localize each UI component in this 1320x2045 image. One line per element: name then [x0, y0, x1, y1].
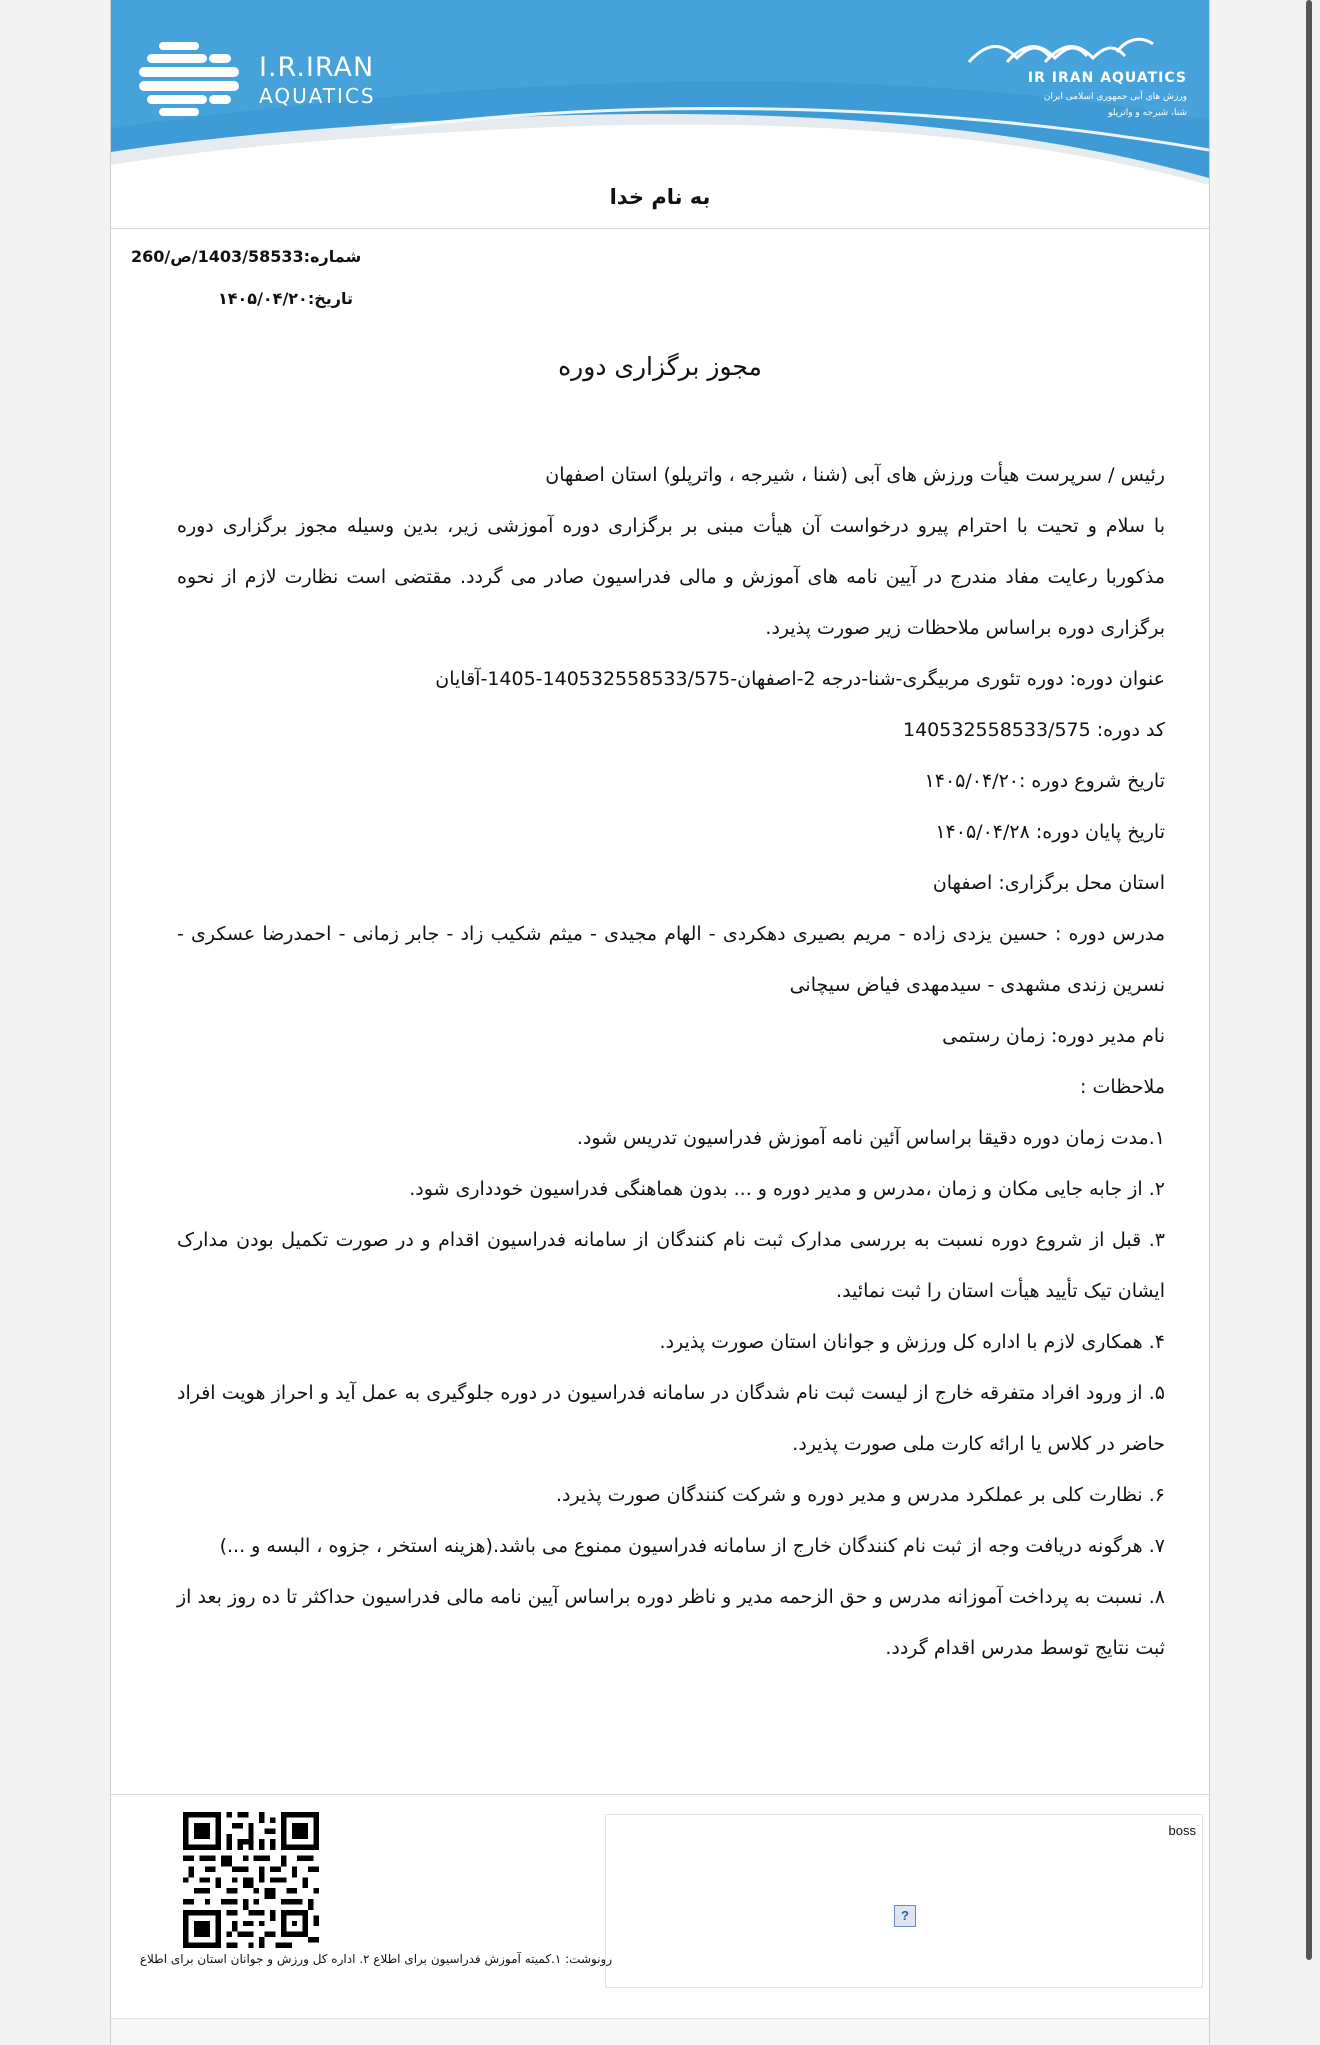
bismillah-heading: به نام خدا — [609, 185, 711, 209]
broken-image-icon: ? — [894, 1905, 916, 1927]
page-bottom-edge — [111, 2018, 1209, 2045]
course-title: عنوان دوره: دوره تئوری مربیگری-شنا-درجه 2-اصفهان-140532558533/575-1405-آقایان — [435, 668, 1165, 690]
waves-logo-icon — [967, 32, 1157, 72]
federation-logo — [947, 28, 1187, 138]
federation-name-fa: ورزش های آبی جمهوری اسلامی ایران — [1043, 92, 1187, 102]
note-item: ۵. از ورود افراد متفرقه خارج از لیست ثبت نام شدگان در سامانه فدراسیون در دوره جلوگیری به عمل آید و احراز هویت افراد حاضر در کلاس یا ارائه کارت ملی صورت پذیرد. — [177, 1382, 1165, 1455]
note-item: ۷. هرگونه دریافت وجه از ثبت نام کنندگان خارج از سامانه فدراسیون ممنوع می باشد.(هزینه استخر ، جزوه ، البسه و ...) — [219, 1535, 1165, 1557]
course-instructors: مدرس دوره : حسین یزدی زاده - مریم بصیری دهکردی - الهام مجیدی - میثم شکیب زاد - جابر زمانی - احمدرضا عسکری - نسرین زندی مشهدی - سیدمهدی فیاض سیچانی — [177, 923, 1165, 996]
course-start-date: تاریخ شروع دوره :۱۴۰۵/۰۴/۲۰ — [924, 770, 1165, 792]
federation-subtitle-fa: شنا، شیرجه و واترپلو — [1108, 108, 1187, 118]
header-divider — [111, 228, 1209, 229]
swim-lanes-logo-icon — [139, 40, 249, 120]
intro-paragraph: با سلام و تحیت با احترام پیرو درخواست آن هیأت مبنی بر برگزاری دوره آموزشی زیر، بدین وسیله مجوز برگزاری دوره مذکوربا رعایت مفاد مندرج در آیین نامه های آموزش و مالی فدراسیون صادر می گردد. مقتضی است نظارت لازم از نحوه برگزاری دوره براساس ملاحظات زیر صورت پذیرد. — [177, 515, 1165, 639]
note-item: ۳. قبل از شروع دوره نسبت به بررسی مدارک ثبت نام کنندگان از سامانه فدراسیون اقدام و در صورت تکمیل بودن مدارک ایشان تیک تأیید هیأت استان را ثبت نمائید. — [177, 1229, 1165, 1302]
recipient-line: رئیس / سرپرست هیأت ورزش های آبی (شنا ، شیرجه ، واترپلو) استان اصفهان — [545, 464, 1165, 486]
course-manager: نام مدیر دوره: زمان رستمی — [942, 1025, 1165, 1047]
note-item: ۱.مدت زمان دوره دقیقا براساس آئین نامه آموزش فدراسیون تدریس شود. — [576, 1127, 1165, 1149]
letter-page — [110, 0, 1210, 2044]
header-banner — [111, 0, 1209, 185]
iriran-aquatics-logo — [139, 40, 376, 120]
vertical-scrollbar[interactable] — [1306, 0, 1312, 1960]
document-title: مجوز برگزاری دوره — [558, 352, 762, 381]
course-code: کد دوره: 140532558533/575 — [903, 719, 1165, 741]
notes-label: ملاحظات : — [1080, 1076, 1165, 1098]
letter-body — [177, 450, 1165, 1674]
federation-name-en: IR IRAN AQUATICS — [1027, 70, 1187, 86]
logo-text-line2: AQUATICS — [259, 84, 376, 108]
logo-text-line1: I.R.IRAN — [259, 52, 375, 83]
footer-divider — [111, 1794, 1209, 1795]
note-item: ۶. نظارت کلی بر عملکرد مدرس و مدیر دوره و شرکت کنندگان صورت پذیرد. — [556, 1484, 1165, 1506]
course-province: استان محل برگزاری: اصفهان — [932, 872, 1165, 894]
qr-code — [183, 1812, 319, 1948]
letter-number: شماره:1403/58533/ص/260 — [131, 247, 362, 266]
note-item: ۸. نسبت به پرداخت آموزانه مدرس و حق الزحمه مدیر و ناظر دوره براساس آیین نامه مالی فدراسیون حداکثر تا ده روز بعد از ثبت نتایج توسط مدرس اقدام گردد. — [177, 1586, 1165, 1659]
carbon-copy-line: رونوشت: ۱.کمیته آموزش فدراسیون برای اطلاع ۲. اداره کل ورزش و جوانان استان برای اطلاع — [139, 1952, 613, 1966]
letter-date: تاریخ:۱۴۰۵/۰۴/۲۰ — [218, 289, 353, 308]
note-item: ۲. از جابه جایی مکان و زمان ،مدرس و مدیر دوره و ... بدون هماهنگی فدراسیون خودداری شود. — [409, 1178, 1165, 1200]
signature-box — [605, 1814, 1203, 1988]
note-item: ۴. همکاری لازم با اداره کل ورزش و جوانان استان صورت پذیرد. — [659, 1331, 1165, 1353]
signer-label: boss — [1168, 1823, 1196, 1838]
course-end-date: تاریخ پایان دوره: ۱۴۰۵/۰۴/۲۸ — [935, 821, 1165, 843]
